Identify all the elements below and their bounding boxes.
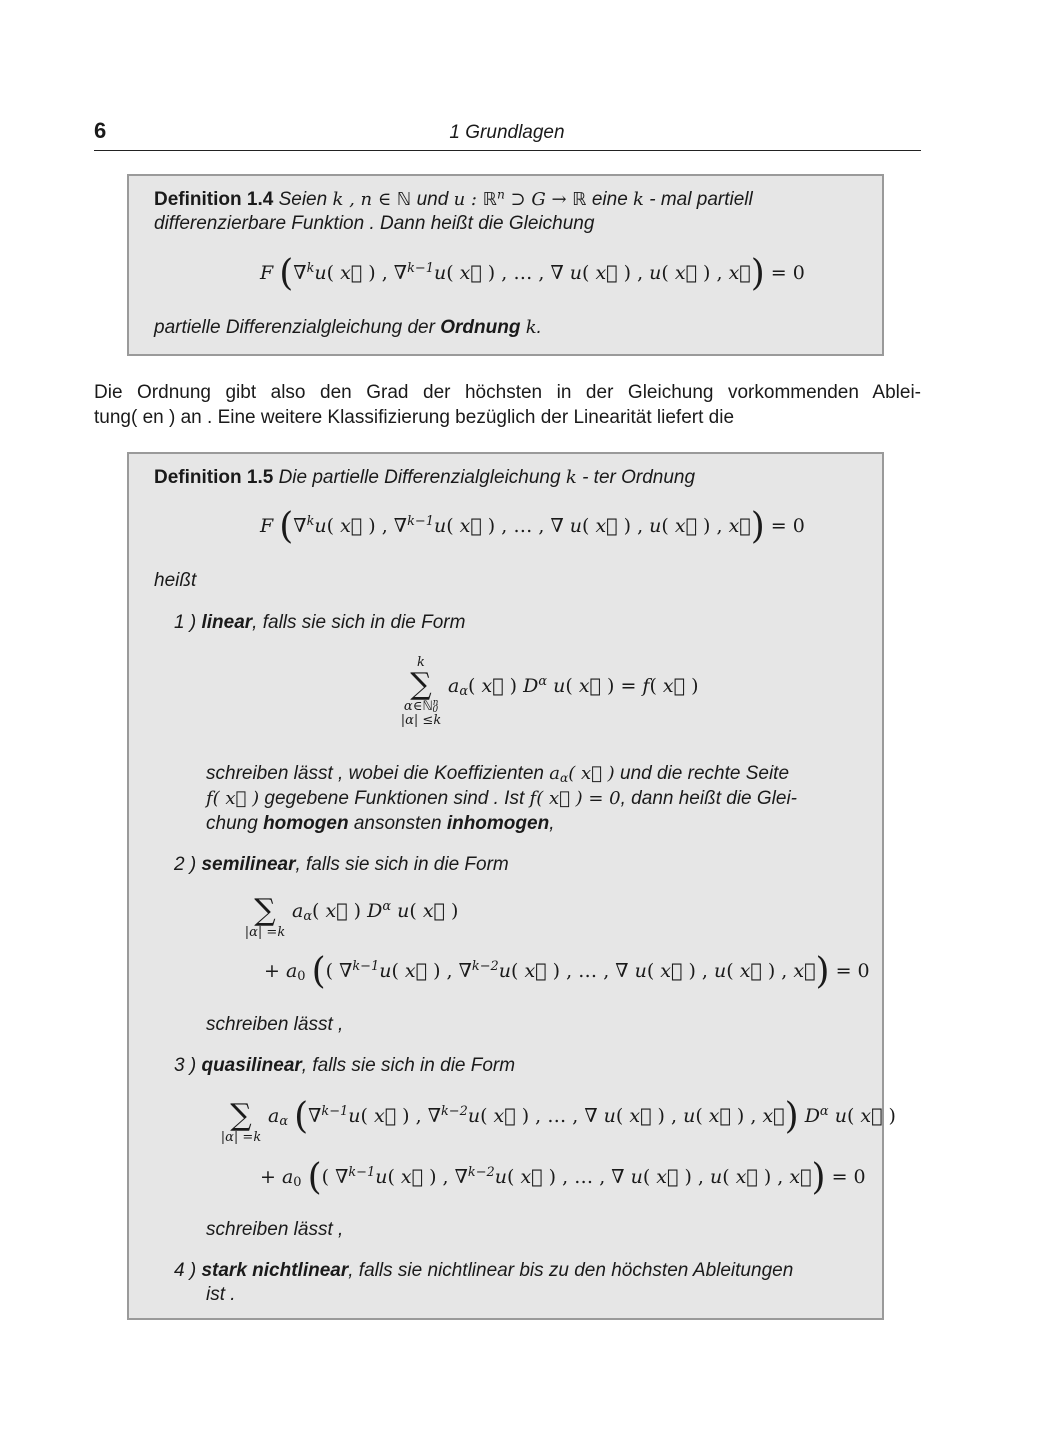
homogen-term: homogen xyxy=(263,813,349,834)
body-paragraph xyxy=(94,380,921,430)
definition-1-5-label: Definition 1.5 xyxy=(154,467,274,488)
item-stark-nichtlinear: 4 ) stark nichtlinear, falls sie nichtlinear bis zu den höchsten Ableitungen xyxy=(174,1260,794,1281)
body-line-2: tung( en ) an . Eine weitere Klassifizierung bezüglich der Linearität liefert die xyxy=(94,407,735,428)
item-stark-nichtlinear-line-2: ist . xyxy=(206,1284,236,1305)
definition-1-5-intro: Definition 1.5 Die partielle Differenzialgleichung k - ter Ordnung xyxy=(154,467,696,488)
semilinear-equation-line-2: + $a_0$ (( ∇$^{k-1}$u( x⃗ ) , ∇$^{k-2}$u( x⃗ ) , … , ∇ u( x⃗ ) , u( x⃗ ) , x⃗) = 0 xyxy=(264,951,870,992)
semilinear-sum-symbol: ∑ |α| =k xyxy=(244,893,286,940)
definition-1-5-equation: F (∇$^k$u( x⃗ ) , ∇$^{k-1}$u( x⃗ ) , … , ∇ u( x⃗ ) , u( x⃗ ) , x⃗) = 0 xyxy=(260,506,805,547)
def14-text-mal-partiell: - mal partiell xyxy=(649,189,753,210)
quasilinear-equation-line-2: + $a_0$ (( ∇$^{k-1}$u( x⃗ ) , ∇$^{k-2}$u( x⃗ ) , … , ∇ u( x⃗ ) , u( x⃗ ) , x⃗) = 0 xyxy=(260,1157,866,1198)
definition-1-5-box xyxy=(127,452,884,1320)
linear-text-line-1: schreiben lässt , wobei die Koeffizienten $a_\alpha$( x⃗ ) und die rechte Seite xyxy=(206,763,790,786)
def14-text-und: und xyxy=(416,189,449,210)
semilinear-after: schreiben lässt , xyxy=(206,1014,344,1035)
quasilinear-after: schreiben lässt , xyxy=(206,1219,344,1240)
definition-1-4-conclusion: partielle Differenzialgleichung der Ordnung k. xyxy=(154,317,542,338)
ordnung-term: Ordnung xyxy=(440,317,521,338)
def14-text-seien: Seien xyxy=(278,189,328,210)
header-rule xyxy=(94,150,921,151)
linear-equation: $a_\alpha$( x⃗ ) $D^\alpha$ u( x⃗ ) = f( x⃗ ) xyxy=(448,673,699,700)
item-quasilinear: 3 ) quasilinear, falls sie sich in die Form xyxy=(174,1055,516,1076)
semilinear-equation-line-1: $a_\alpha$( x⃗ ) $D^\alpha$ u( x⃗ ) xyxy=(292,898,459,925)
heisst-label: heißt xyxy=(154,570,197,591)
linear-text-line-3: chung homogen ansonsten inhomogen, xyxy=(206,813,555,834)
def14-text-eine: eine xyxy=(591,189,628,210)
body-line-1: Die Ordnung gibt also den Grad der höchsten in der Gleichung vorkommenden Ablei- xyxy=(94,382,921,403)
item-linear: 1 ) linear, falls sie sich in die Form xyxy=(174,612,466,633)
definition-1-4-equation: F (∇$^k$u( x⃗ ) , ∇$^{k-1}$u( x⃗ ) , … , ∇ u( x⃗ ) , u( x⃗ ) , x⃗) = 0 xyxy=(260,253,805,294)
linear-sum-symbol: k ∑ α∈ℕ$^n_0$ |α| ≤k xyxy=(400,655,442,728)
definition-1-4-line-1: Definition 1.4 Seien k , n ∈ ℕ und u : ℝ$^n$ ⊃ G → ℝ eine k - mal partiell xyxy=(154,187,753,210)
quasilinear-equation-line-1: $a_\alpha$ (∇$^{k-1}$u( x⃗ ) , ∇$^{k-2}$u( x⃗ ) , … , ∇ u( x⃗ ) , u( x⃗ ) , x⃗) $D^\alpha$ u( x⃗ ) xyxy=(268,1096,896,1137)
inhomogen-term: inhomogen xyxy=(446,813,550,834)
definition-1-4-line-2: differenzierbare Funktion . Dann heißt die Gleichung xyxy=(154,213,595,234)
linear-text-line-2: f( x⃗ ) gegebene Funktionen sind . Ist f( x⃗ ) = 0, dann heißt die Glei- xyxy=(206,788,797,809)
definition-1-4-label: Definition 1.4 xyxy=(154,189,274,210)
running-header: 1 Grundlagen xyxy=(449,122,565,143)
page-number: 6 xyxy=(94,118,107,143)
quasilinear-sum-symbol: ∑ |α| =k xyxy=(220,1098,262,1145)
item-semilinear: 2 ) semilinear, falls sie sich in die Form xyxy=(174,854,509,875)
